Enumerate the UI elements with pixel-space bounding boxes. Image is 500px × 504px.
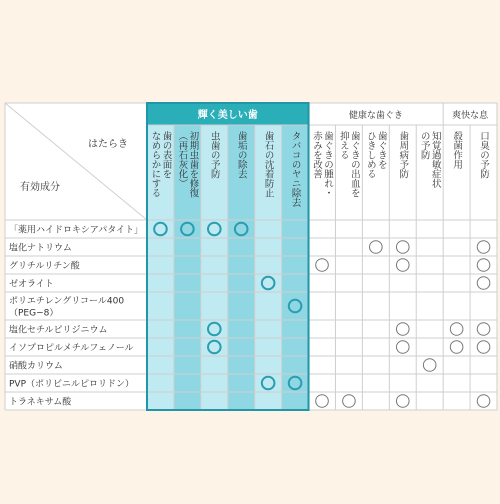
- row-label-6: イソプロピルメチルフェノール: [9, 343, 134, 354]
- row-label-4: ポリエチレングリコール400: [9, 296, 125, 307]
- row-label-0: 「薬用ハイドロキシアパタイト」: [9, 225, 144, 236]
- column-header-7: 抑える: [337, 131, 349, 160]
- corner-ingredient-label: 有効成分: [20, 182, 60, 193]
- column-header-5: タバコのヤニ除去: [289, 131, 301, 207]
- column-header-0: 歯の表面を: [160, 131, 172, 179]
- row-label-7: 硝酸カリウム: [9, 361, 63, 372]
- group-title: 健康な歯ぐき: [348, 111, 403, 121]
- column-header-1: （再石灰化）: [176, 131, 188, 188]
- column-header-0: なめらかにする: [149, 131, 161, 198]
- column-header-12: 口臭の予防: [478, 131, 490, 179]
- column-header-2: 虫歯の予防: [208, 131, 220, 179]
- column-header-3: 歯垢の除去: [235, 131, 247, 179]
- column-header-11: 殺菌作用: [451, 131, 463, 169]
- column-header-8: 歯ぐきを: [375, 131, 387, 169]
- column-header-6: 赤みを改善: [311, 131, 322, 179]
- group-title: 爽快な息: [452, 111, 489, 121]
- row-label-2: グリチルリチン酸: [9, 261, 80, 272]
- column-header-8: ひきしめる: [364, 131, 376, 179]
- corner-function-label: はたらき: [88, 139, 128, 150]
- row-label-3: ゼオライト: [9, 279, 54, 290]
- column-header-10: の予防: [418, 131, 430, 160]
- row-label-1: 塩化ナトリウム: [9, 243, 72, 254]
- column-header-1: 初期虫歯を修復: [187, 131, 199, 198]
- column-header-9: 歯周病予防: [397, 131, 409, 179]
- group-title: 輝く美しい歯: [197, 110, 258, 121]
- row-label-5: 塩化セチルピリジニウム: [9, 325, 108, 336]
- row-label-4: （PEG−8）: [9, 308, 59, 319]
- column-header-7: 歯ぐきの出血を: [348, 131, 360, 198]
- row-label-8: PVP（ポリビニルピロリドン）: [9, 379, 135, 390]
- column-header-6: 歯ぐきの腫れ・: [322, 131, 333, 198]
- column-header-4: 歯石の沈着防止: [262, 131, 274, 198]
- column-header-10: 知覚過敏症状: [429, 131, 441, 188]
- row-label-9: トラネキサム酸: [9, 397, 72, 408]
